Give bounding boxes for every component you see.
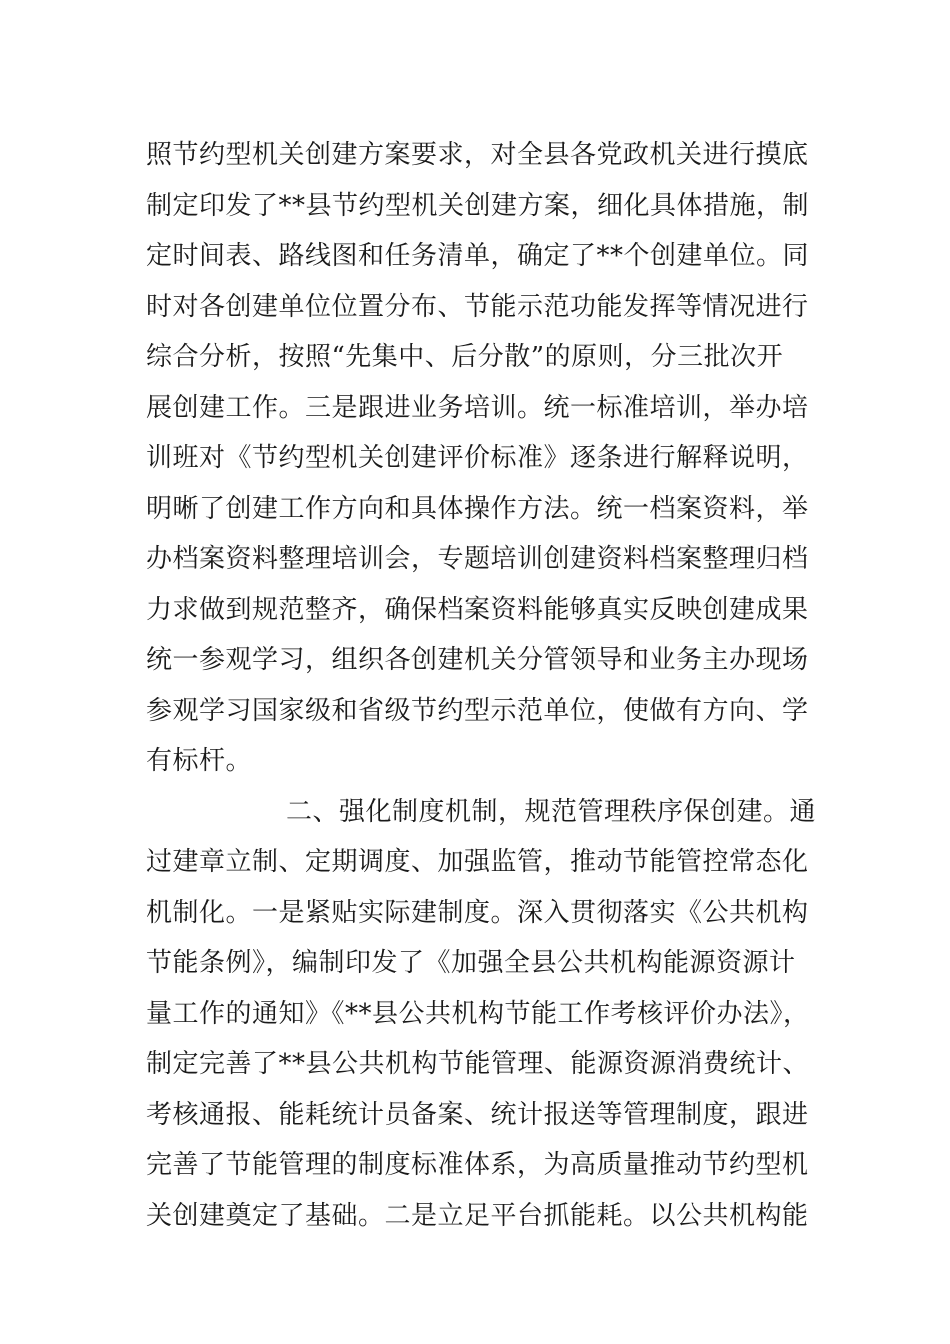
body-text bbox=[146, 130, 826, 1241]
text-line: 参观学习国家级和省级节约型示范单位，使做有方向、学 bbox=[146, 695, 809, 726]
text-line: 展创建工作。三是跟进业务培训。统一标准培训，举办培 bbox=[146, 392, 809, 423]
text-line: 照节约型机关创建方案要求，对全县各党政机关进行摸底 bbox=[146, 140, 809, 170]
text-line: 力求做到规范整齐，确保档案资料能够真实反映创建成果 bbox=[146, 594, 809, 625]
text-line: 节能条例》，编制印发了《加强全县公共机构能源资源计 bbox=[146, 948, 796, 978]
text-line: 训班对《节约型机关创建评价标准》逐条进行解释说明， bbox=[146, 443, 809, 473]
text-line: 明晰了创建工作方向和具体操作方法。统一档案资料，举 bbox=[146, 493, 809, 524]
text-line: 关创建奠定了基础。二是立足平台抓能耗。以公共机构能 bbox=[146, 1200, 809, 1231]
text-line: 综合分析，按照“先集中、后分散”的原则，分三批次开 bbox=[146, 342, 784, 372]
text-line: 时对各创建单位位置分布、节能示范功能发挥等情况进行 bbox=[146, 291, 809, 322]
text-line: 统一参观学习，组织各创建机关分管领导和业务主办现场 bbox=[146, 645, 809, 675]
text-line: 量工作的通知》《**县公共机构节能工作考核评价办法》， bbox=[146, 998, 810, 1029]
text-line: 定时间表、路线图和任务清单，确定了**个创建单位。同 bbox=[146, 241, 810, 271]
text-line: 办档案资料整理培训会，专题培训创建资料档案整理归档 bbox=[146, 544, 809, 574]
text-line: 制定印发了**县节约型机关创建方案，细化具体措施，制 bbox=[146, 190, 810, 221]
section-heading-line: 二、强化制度机制，规范管理秩序保创建。通 bbox=[286, 796, 817, 827]
text-line: 有标杆。 bbox=[146, 746, 253, 776]
text-line: 过建章立制、定期调度、加强监管，推动节能管控常态化 bbox=[146, 847, 809, 877]
text-line: 机制化。一是紧贴实际建制度。深入贯彻落实《公共机构 bbox=[146, 897, 809, 928]
text-line: 制定完善了**县公共机构节能管理、能源资源消费统计、 bbox=[146, 1049, 810, 1079]
text-line: 完善了节能管理的制度标准体系，为高质量推动节约型机 bbox=[146, 1150, 809, 1180]
text-line: 考核通报、能耗统计员备案、统计报送等管理制度，跟进 bbox=[146, 1099, 809, 1130]
